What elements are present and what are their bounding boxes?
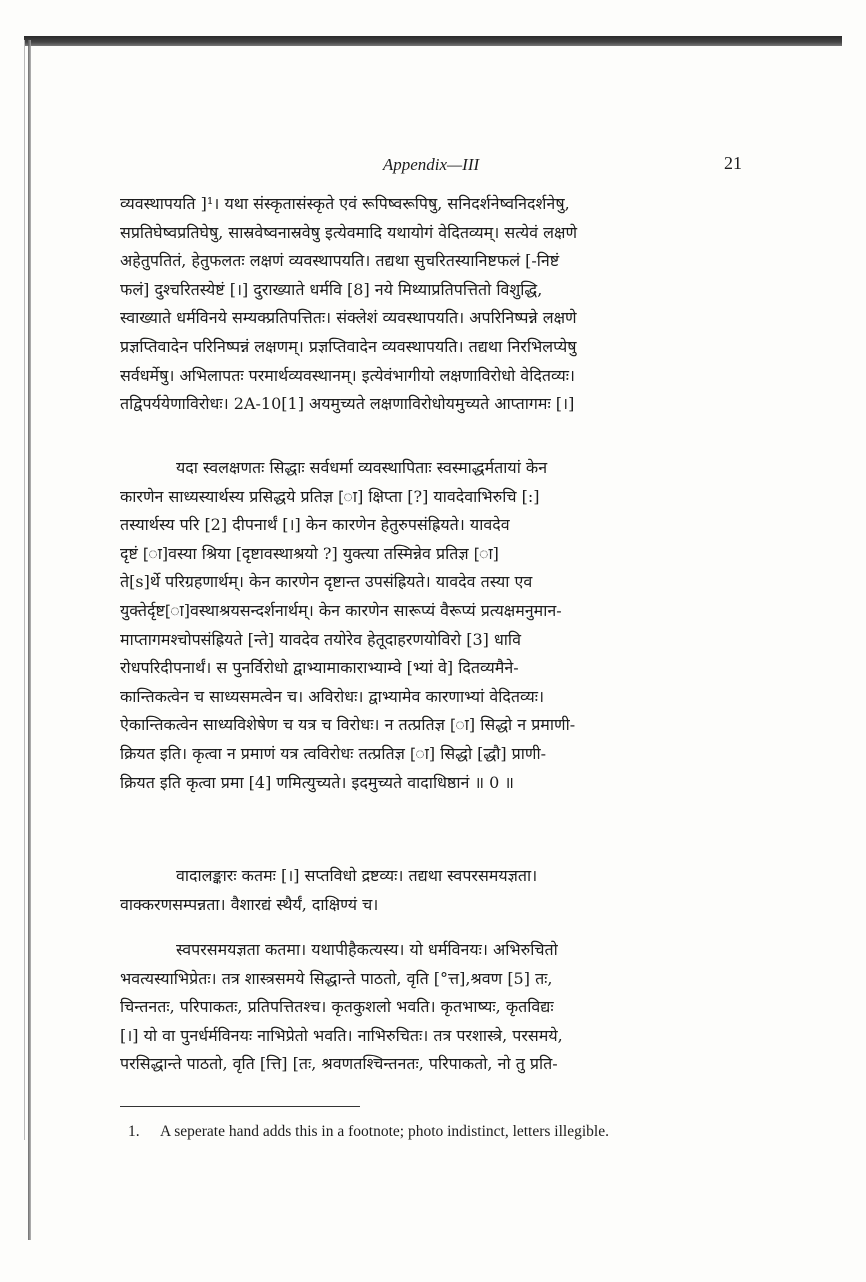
text-line: यदा स्वलक्षणतः सिद्धाः सर्वधर्मा व्यवस्थापिताः स्वस्माद्धर्मतायां केन bbox=[176, 458, 548, 477]
text-line: भवत्यस्याभिप्रेतः। तत्र शास्त्रसमये सिद्धान्ते पाठतो, वृति [°त्त],श्रवण [5] तः, bbox=[120, 968, 553, 988]
text-line: तस्यार्थस्य परि [2] दीपनार्थं [।] केन कारणेन हेतुरुपसंह्रियते। यावदेव bbox=[120, 515, 510, 535]
page-left-edge-line bbox=[24, 40, 25, 1140]
footnote-number: 1. bbox=[128, 1123, 140, 1140]
text-line: कान्तिकत्वेन च साध्यसमत्वेन च। अविरोधः। द्वाभ्यामेव कारणाभ्यां वेदितव्यः। bbox=[120, 686, 545, 706]
text-line: स्वपरसमयज्ञता कतमा। यथापीहैकत्यस्य। यो धर्मविनयः। अभिरुचितो bbox=[176, 940, 558, 959]
text-line: रोधपरिदीपनार्थं। स पुनर्विरोधो द्वाभ्यामाकाराभ्याम्वे [भ्यां वे] दितव्यमैने- bbox=[120, 658, 519, 678]
paragraph-4 bbox=[120, 936, 742, 1079]
page-top-edge-shadow bbox=[24, 36, 842, 46]
text-line: क्रियत इति। कृत्वा न प्रमाणं यत्र त्वविरोधः तत्प्रतिज्ञ [ा] सिद्धो [द्धौ] प्राणी- bbox=[120, 743, 547, 763]
text-line: वाक्करणसम्पन्नता। वैशारद्यं स्थैर्यं, दाक्षिण्यं च। bbox=[120, 894, 379, 914]
paragraph-1 bbox=[120, 190, 742, 419]
text-line: [।] यो वा पुनर्धर्मविनयः नाभिप्रेतो भवति। नाभिरुचितः। तत्र परशास्त्रे, परसमये, bbox=[120, 1025, 563, 1045]
text-line: परसिद्धान्ते पाठतो, वृति [त्ति] [तः, श्रवणतश्चिन्तनतः, परिपाकतो, नो तु प्रति- bbox=[120, 1054, 558, 1074]
text-line: सप्रतिघेष्वप्रतिघेषु, सास्रवेष्वनास्रवेषु इत्येवमादि यथायोगं वेदितव्यम्। सत्येवं लक्षणे bbox=[120, 222, 578, 242]
text-line: दृष्टं [ा]वस्या श्रिया [दृष्टावस्थाश्रयो ?] युक्त्या तस्मिन्नेव प्रतिज्ञ [ा] bbox=[120, 543, 499, 563]
text-line: माप्तागमश्चोपसंह्रियते [न्ते] यावदेव तयोरेव हेतूदाहरणयोविरो [3] धावि bbox=[120, 629, 521, 649]
text-line: ते[s]र्थे परिग्रहणार्थम्। केन कारणेन दृष्टान्त उपसंह्रियते। यावदेव तस्या एव bbox=[120, 572, 533, 592]
running-head: Appendix—III bbox=[382, 155, 480, 174]
page-number: 21 bbox=[724, 153, 742, 173]
text-line: व्यवस्थापयति ]¹। यथा संस्कृतासंस्कृते एवं रूपिष्वरूपिषु, सनिदर्शनेष्वनिदर्शनेषु, bbox=[120, 194, 570, 213]
text-line: प्रज्ञप्तिवादेन परिनिष्पन्नं लक्षणम्। प्रज्ञप्तिवादेन व्यवस्थापयति। तद्यथा निरभिलप्येषु bbox=[120, 336, 577, 356]
footnote-divider bbox=[120, 1106, 360, 1107]
page-header bbox=[120, 153, 742, 181]
text-line: क्रियत इति कृत्वा प्रमा [4] णमित्युच्यते। इदमुच्यते वादाधिष्ठानं ॥ 0 ॥ bbox=[120, 772, 514, 792]
text-line: कारणेन साध्यस्यार्थस्य प्रसिद्धये प्रतिज्ञ [ा] क्षिप्ता [?] यावदेवाभिरुचि [:] bbox=[120, 486, 540, 506]
text-line: सर्वधर्मेषु। अभिलापतः परमार्थव्यवस्थानम्। इत्येवंभागीयो लक्षणाविरोधो वेदितव्यः। bbox=[120, 365, 575, 385]
text-line: तद्विपर्ययेणाविरोधः। 2A-10[1] अयमुच्यते लक्षणाविरोधोयमुच्यते आप्तागमः [।] bbox=[120, 394, 575, 414]
text-line: अहेतुपतितं, हेतुफलतः लक्षणं व्यवस्थापयति। तद्यथा सुचरितस्यानिष्टफलं [-निष्टं bbox=[120, 251, 560, 271]
text-line: फलं] दुश्चरितस्येष्टं [।] दुराख्याते धर्मवि [8] नये मिथ्याप्रतिपत्तितो विशुद्धि, bbox=[120, 279, 543, 299]
text-line: चिन्तनतः, परिपाकतः, प्रतिपत्तितश्च। कृतकुशलो भवति। कृतभाष्यः, कृतविद्यः bbox=[120, 997, 554, 1017]
footnote bbox=[128, 1120, 740, 1143]
text-line: युक्तेर्दृष्ट[ा]वस्थाश्रयसन्दर्शनार्थम्। केन कारणेन सारूप्यं वैरूप्यं प्रत्यक्षमनुमान- bbox=[120, 600, 562, 620]
footnote-text: A seperate hand adds this in a footnote; photo indistinct, letters illegible. bbox=[160, 1123, 609, 1140]
text-line: ऐकान्तिकत्वेन साध्यविशेषेण च यत्र च विरोधः। न तत्प्रतिज्ञ [ा] सिद्धो न प्रमाणी- bbox=[120, 715, 576, 735]
paragraph-3 bbox=[120, 862, 742, 919]
text-line: वादालङ्कारः कतमः [।] सप्तविधो द्रष्टव्यः। तद्यथा स्वपरसमयज्ञता। bbox=[176, 866, 538, 885]
page-left-edge-shadow bbox=[28, 40, 31, 1240]
text-line: स्वाख्याते धर्मविनये सम्यक्प्रतिपत्तितः। संक्लेशं व्यवस्थापयति। अपरिनिष्पन्ने लक्षणे bbox=[120, 308, 577, 328]
paragraph-2 bbox=[120, 454, 742, 797]
